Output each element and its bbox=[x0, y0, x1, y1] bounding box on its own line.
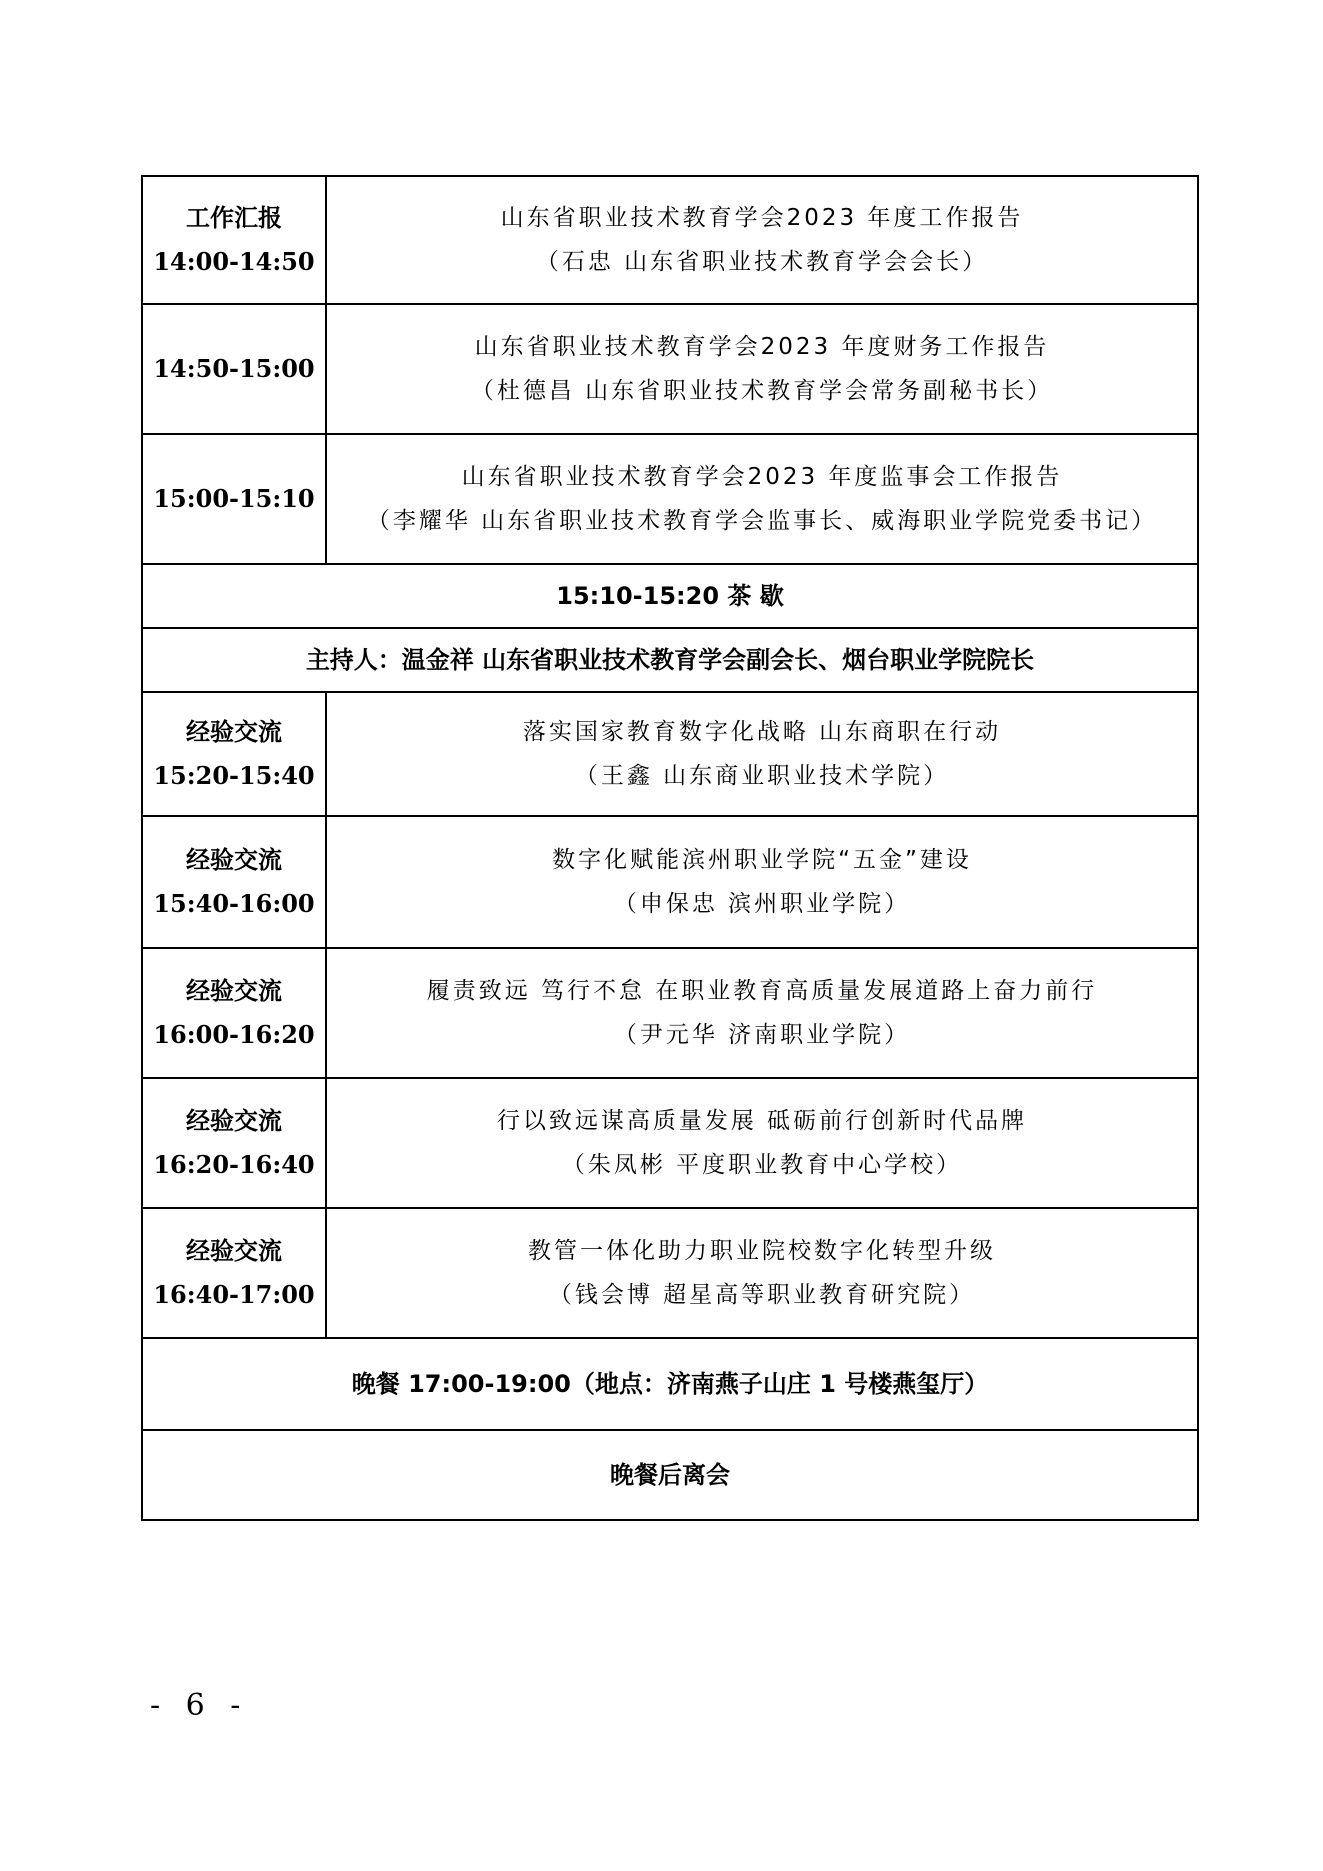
session-topic: 山东省职业技术教育学会2023 年度监事会工作报告 bbox=[461, 464, 1063, 490]
session-time: 15:20-15:40 bbox=[153, 761, 315, 790]
session-label-cell bbox=[142, 304, 326, 434]
session-title: 经验交流 bbox=[186, 717, 282, 746]
table-row bbox=[142, 1338, 1198, 1430]
session-topic: 山东省职业技术教育学会2023 年度财务工作报告 bbox=[474, 334, 1050, 360]
session-label-cell bbox=[142, 948, 326, 1078]
session-time: 14:50-15:00 bbox=[153, 354, 315, 383]
session-content-cell bbox=[326, 948, 1198, 1078]
table-row bbox=[142, 1430, 1198, 1520]
session-speaker: （尹元华 济南职业学院） bbox=[613, 1022, 911, 1048]
table-row bbox=[142, 816, 1198, 948]
session-content-cell bbox=[326, 176, 1198, 304]
session-title: 经验交流 bbox=[186, 845, 282, 874]
table-row bbox=[142, 1078, 1198, 1208]
session-topic: 行以致远谋高质量发展 砥砺前行创新时代品牌 bbox=[496, 1108, 1028, 1134]
session-content-cell bbox=[326, 692, 1198, 816]
session-speaker: （李耀华 山东省职业技术教育学会监事长、威海职业学院党委书记） bbox=[366, 508, 1158, 534]
session-title: 经验交流 bbox=[186, 1236, 282, 1265]
session-time: 16:20-16:40 bbox=[153, 1150, 315, 1179]
tea-break: 15:10-15:20 茶 歇 bbox=[142, 564, 1198, 628]
table-row bbox=[142, 948, 1198, 1078]
session-label-cell bbox=[142, 692, 326, 816]
session-label-cell bbox=[142, 816, 326, 948]
session-topic: 履责致远 笃行不怠 在职业教育高质量发展道路上奋力前行 bbox=[426, 978, 1098, 1004]
session-topic: 数字化赋能滨州职业学院“五金”建设 bbox=[552, 847, 972, 873]
session-time: 14:00-14:50 bbox=[153, 247, 315, 276]
session-label-cell bbox=[142, 434, 326, 564]
session-content-cell bbox=[326, 304, 1198, 434]
session-title: 经验交流 bbox=[186, 976, 282, 1005]
session-time: 16:00-16:20 bbox=[153, 1020, 315, 1049]
session-speaker: （钱会博 超星高等职业教育研究院） bbox=[548, 1282, 976, 1308]
session-speaker: （朱凤彬 平度职业教育中心学校） bbox=[561, 1152, 963, 1178]
session-title: 经验交流 bbox=[186, 1106, 282, 1135]
session-label-cell bbox=[142, 1208, 326, 1338]
table-row bbox=[142, 1208, 1198, 1338]
table-row bbox=[142, 692, 1198, 816]
agenda-table bbox=[141, 175, 1199, 1521]
table-row bbox=[142, 304, 1198, 434]
session-topic: 山东省职业技术教育学会2023 年度工作报告 bbox=[500, 205, 1024, 231]
page-number: - 6 - bbox=[150, 1688, 249, 1723]
table-row bbox=[142, 176, 1198, 304]
host-line: 主持人：温金祥 山东省职业技术教育学会副会长、烟台职业学院院长 bbox=[142, 628, 1198, 692]
session-content-cell bbox=[326, 1208, 1198, 1338]
session-speaker: （王鑫 山东商业职业技术学院） bbox=[574, 763, 950, 789]
session-speaker: （石忠 山东省职业技术教育学会会长） bbox=[535, 249, 989, 275]
session-topic: 教管一体化助力职业院校数字化转型升级 bbox=[528, 1238, 996, 1264]
session-title: 工作汇报 bbox=[186, 203, 282, 232]
dinner-line: 晚餐 17:00-19:00（地点：济南燕子山庄 1 号楼燕玺厅） bbox=[142, 1338, 1198, 1430]
session-time: 15:40-16:00 bbox=[153, 889, 315, 918]
session-time: 16:40-17:00 bbox=[153, 1280, 315, 1309]
session-time: 15:00-15:10 bbox=[153, 484, 315, 513]
session-speaker: （杜德昌 山东省职业技术教育学会常务副秘书长） bbox=[470, 378, 1054, 404]
closing-line: 晚餐后离会 bbox=[142, 1430, 1198, 1520]
table-row bbox=[142, 564, 1198, 628]
session-content-cell bbox=[326, 434, 1198, 564]
session-content-cell bbox=[326, 1078, 1198, 1208]
table-row bbox=[142, 628, 1198, 692]
table-row bbox=[142, 434, 1198, 564]
session-label-cell bbox=[142, 1078, 326, 1208]
session-content-cell bbox=[326, 816, 1198, 948]
session-label-cell bbox=[142, 176, 326, 304]
session-topic: 落实国家教育数字化战略 山东商职在行动 bbox=[522, 719, 1002, 745]
session-speaker: （申保忠 滨州职业学院） bbox=[613, 891, 911, 917]
